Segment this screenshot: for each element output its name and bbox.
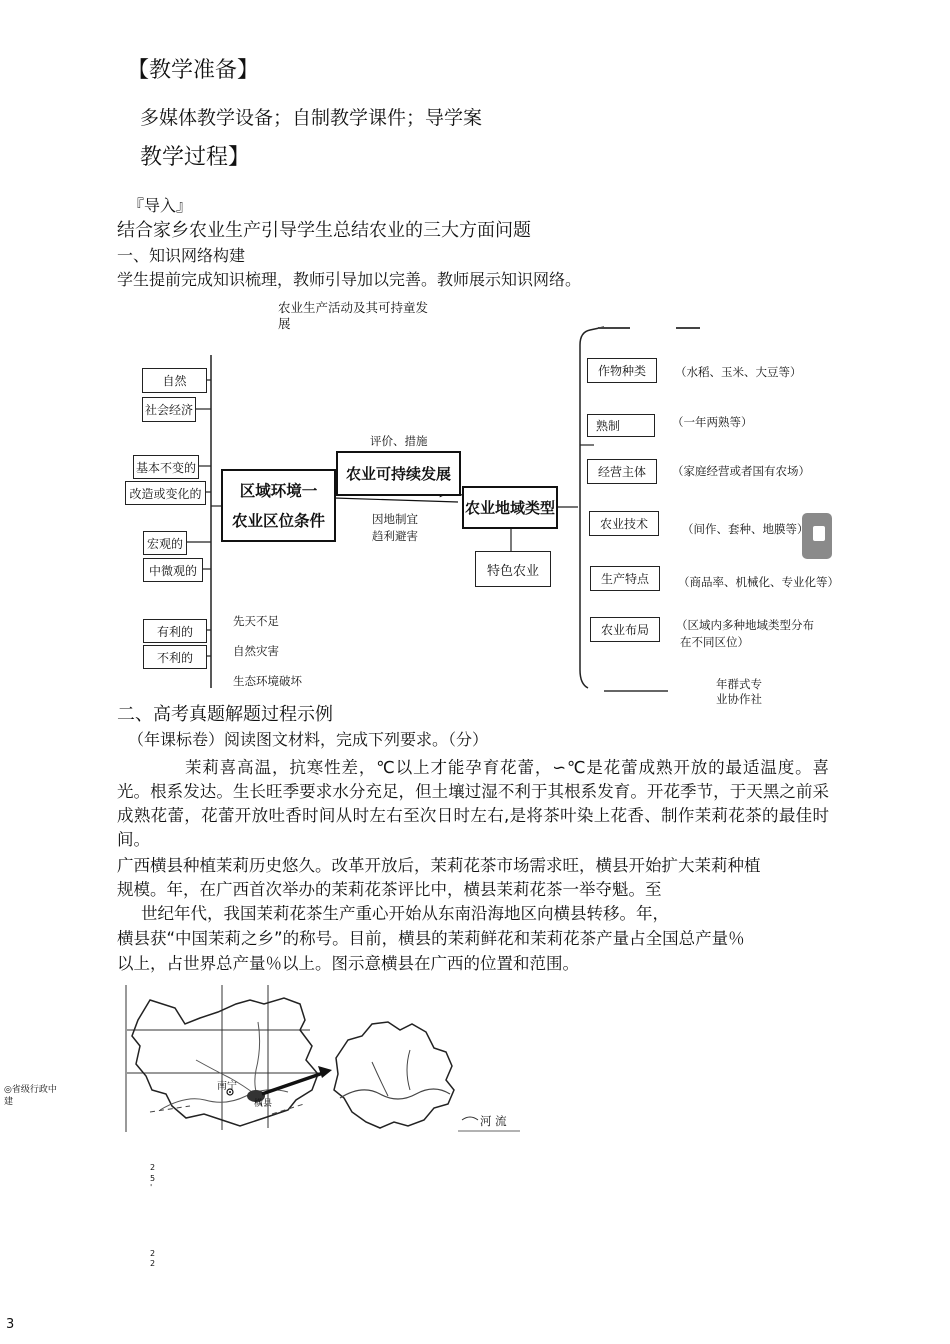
right-box-technology: 农业技术 <box>589 511 659 536</box>
para2-line4: 横县获“中国茉莉之乡”的称号。目前，横县的茉莉鲜花和茉莉花茶产量占全国总产量％ <box>117 929 745 948</box>
para2-line1: 广西横县种植茉莉历史悠久。改革开放后，茉莉花茶市场需求旺，横县开始扩大茉莉种植 <box>117 856 761 875</box>
bottom-note-line1: 年群式专 <box>716 677 762 691</box>
para2-line5: 以上，占世界总产量％以上。图示意横县在广西的位置和范围。 <box>117 954 579 973</box>
right-box-features: 生产特点 <box>590 566 660 591</box>
section2-title: 二、高考真题解题过程示例 <box>117 704 333 725</box>
left-note-disaster: 自然灾害 <box>233 644 279 658</box>
para2-line3: 世纪年代，我国茉莉花茶生产重心开始从东南沿海地区向横县转移。年， <box>141 904 669 923</box>
intro-tag: 『导入』 <box>128 196 193 215</box>
right-note-technology: （间作、套种、地膜等） <box>682 522 809 536</box>
mark-2: 5 <box>150 1174 156 1183</box>
right-note-layout-line2: 在不同区位） <box>680 635 749 649</box>
right-note-operator: （家庭经营或者国有农场） <box>672 464 810 478</box>
diagram-title-line1: 农业生产活动及其可持童发 <box>278 300 429 315</box>
right-box-cropping: 熟制 <box>587 414 655 437</box>
center-box-line2: 农业区位条件 <box>231 511 325 530</box>
type-box: 农业地域类型 <box>462 486 558 529</box>
diagram-title-line2: 展 <box>278 316 291 331</box>
legend-capital-line2: 建 <box>4 1097 14 1107</box>
left-box-social-economic: 社会经济 <box>142 397 196 422</box>
sustainable-box: 农业可持续发展 <box>336 451 461 496</box>
label-hengxian: 横县 <box>254 1099 273 1109</box>
eval-label: 评价、措施 <box>370 434 428 448</box>
bottom-note-line2: 业协作社 <box>716 692 762 706</box>
page-number: 3 <box>6 1317 15 1332</box>
legend-river: 河 流 <box>480 1114 507 1128</box>
mark-1: 2 <box>150 1163 156 1172</box>
left-box-unfavorable: 不利的 <box>143 645 207 669</box>
left-box-changeable: 改造或变化的 <box>125 481 206 505</box>
prep-text: 多媒体教学设备；自制教学课件；导学案 <box>140 107 483 129</box>
left-box-macro: 宏观的 <box>143 531 187 555</box>
heading-prep: 【教学准备】 <box>127 58 260 83</box>
left-box-micro: 中微观的 <box>143 558 203 582</box>
adapt-line2: 趋利避害 <box>372 529 418 543</box>
special-agriculture-box: 特色农业 <box>475 551 551 587</box>
adapt-line1: 因地制宜 <box>372 512 418 526</box>
heading-process: 教学过程】 <box>140 145 251 170</box>
paragraph-jasmine: 茉莉喜高温，抗寒性差，℃以上才能孕育花蕾，∽℃是花蕾成熟开放的最适温度。喜光。根系发达。生长旺季要求水分充足，但土壤过湿不利于其根系发育。开花季节，于天黑之前采成熟花蕾，花蕾开放吐香时间从时左右至次日时左右,是将茶叶染上花香、制作茉莉花茶的最佳时间。 <box>117 758 829 849</box>
section1-title: 一、知识网络构建 <box>117 246 246 265</box>
right-note-cropping: （一年两熟等） <box>672 415 753 429</box>
right-box-layout: 农业布局 <box>590 617 660 642</box>
mark-4: 2 <box>150 1249 156 1258</box>
right-box-crop: 作物种类 <box>587 358 657 383</box>
left-box-natural: 自然 <box>142 368 207 393</box>
left-note-innate: 先天不足 <box>233 614 279 628</box>
para2-line2: 规模。年，在广西首次举办的茉莉花茶评比中，横县茉莉花茶一举夺魁。至 <box>117 880 662 899</box>
right-box-operator: 经营主体 <box>587 459 657 484</box>
left-box-favorable: 有利的 <box>143 619 207 643</box>
label-nanning: 南宁 <box>217 1081 237 1092</box>
section1-text: 学生提前完成知识梳理，教师引导加以完善。教师展示知识网络。 <box>117 270 582 289</box>
mark-5: 2 <box>150 1259 156 1268</box>
mark-3: ' <box>150 1183 153 1192</box>
exam-intro: （年课标卷）阅读图文材料，完成下列要求。（分） <box>128 730 489 749</box>
legend-capital-line1: ◎省级行政中 <box>4 1085 57 1095</box>
right-note-layout-line1: （区域内多种地域类型分布 <box>676 618 814 632</box>
right-note-features: （商品率、机械化、专业化等） <box>678 575 839 589</box>
right-note-crop: （水稻、玉米、大豆等） <box>675 365 802 379</box>
left-note-ecology: 生态环境破坏 <box>233 674 302 688</box>
intro-text: 结合家乡农业生产引导学生总结农业的三大方面问题 <box>117 220 531 241</box>
left-box-invariant: 基本不变的 <box>133 455 199 479</box>
center-box-line1: 区域环境一 <box>239 481 318 500</box>
